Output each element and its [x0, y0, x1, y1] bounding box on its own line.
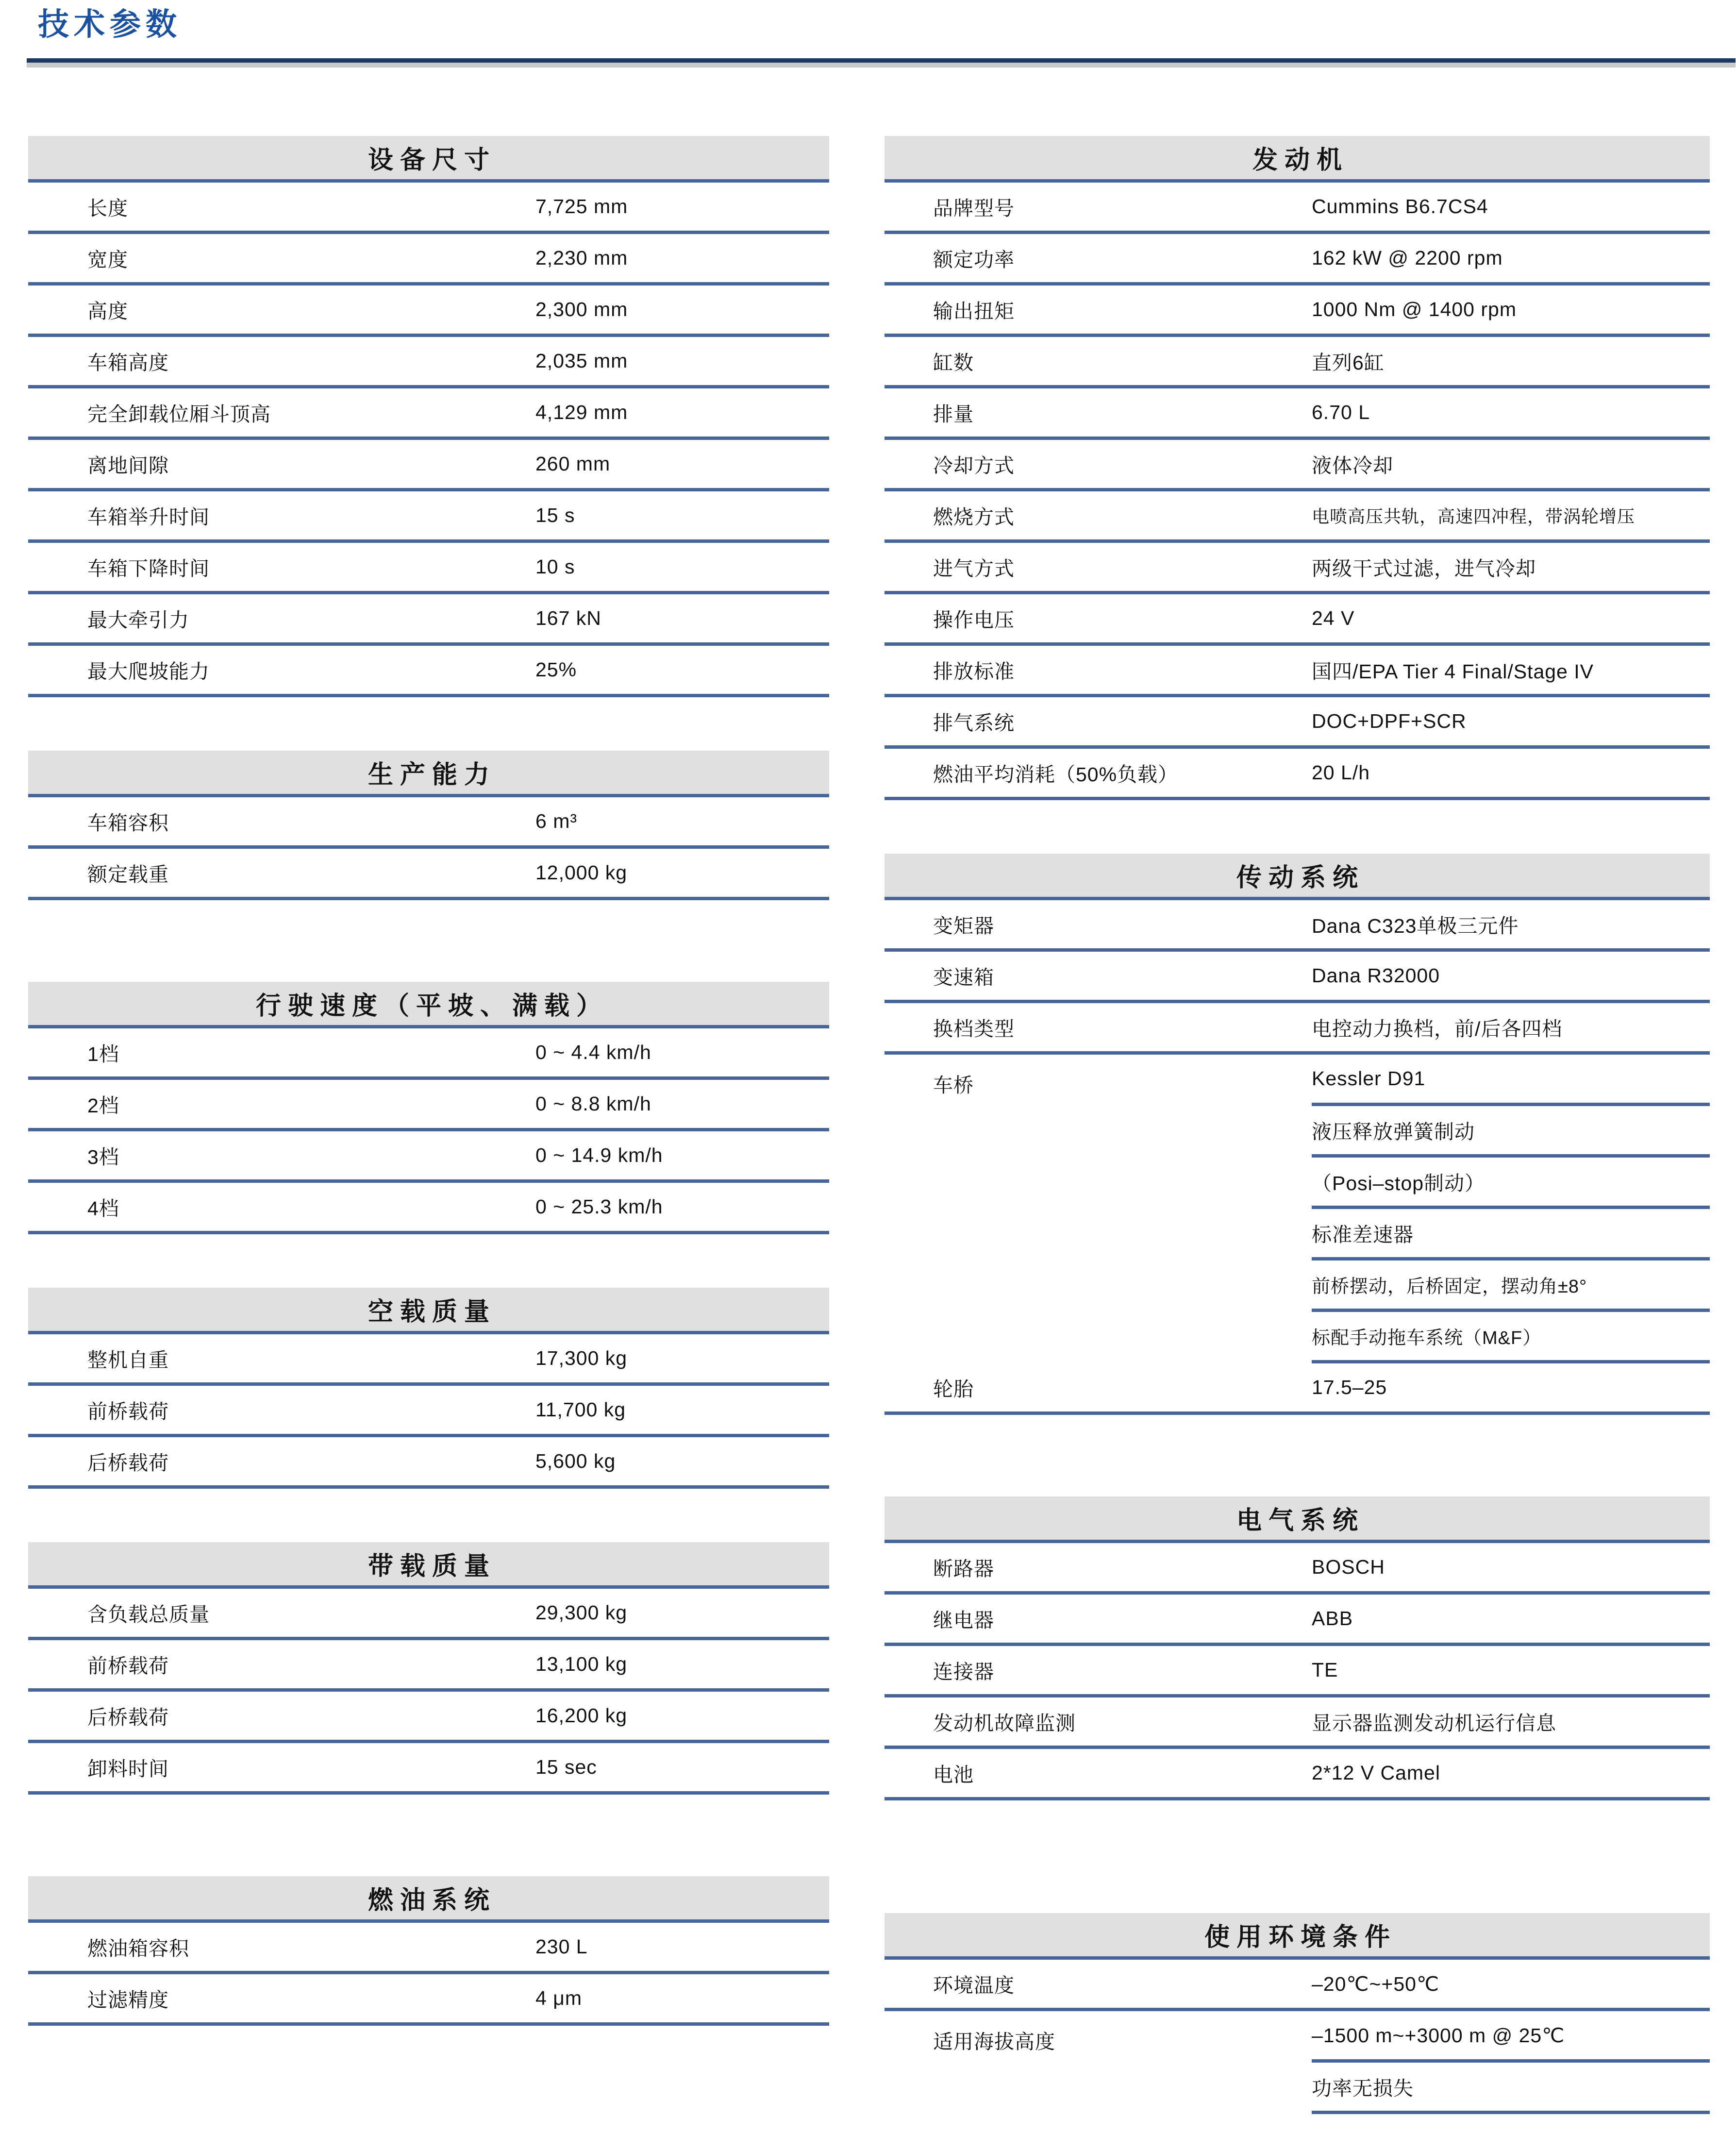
block-header-travel-speed	[28, 982, 829, 1028]
block-title: 发动机	[1252, 146, 1349, 174]
row-label: 车箱举升时间	[87, 506, 210, 528]
block-header-fuel-system	[28, 1876, 829, 1923]
table-row	[28, 1080, 829, 1131]
row-value: 液压释放弹簧制动	[1312, 1121, 1475, 1143]
title-rule-light	[27, 63, 1736, 67]
block-header-electrical-system	[885, 1496, 1710, 1543]
row-label: 品牌型号	[933, 197, 1015, 219]
right-column	[885, 136, 1710, 2114]
block-title: 电气系统	[1236, 1507, 1365, 1535]
table-row	[28, 440, 829, 491]
row-value: 162 kW @ 2200 rpm	[1312, 247, 1503, 269]
row-value: 0 ~ 4.4 km/h	[535, 1041, 651, 1063]
row-value: 29,300 kg	[535, 1601, 628, 1624]
table-row	[885, 646, 1710, 697]
table-row	[885, 337, 1710, 388]
row-label: 燃油平均消耗（50%负载）	[933, 763, 1179, 786]
block-title: 使用环境条件	[1204, 1923, 1397, 1951]
table-row-group-axle	[885, 1055, 1710, 1363]
row-value: TE	[1312, 1659, 1338, 1681]
row-label: 操作电压	[933, 609, 1015, 631]
row-value: 17.5–25	[1312, 1376, 1387, 1398]
table-subrow	[1312, 1106, 1710, 1158]
table-row	[28, 337, 829, 388]
row-label: 整机自重	[87, 1349, 169, 1371]
row-value: –1500 m~+3000 m @ 25℃	[1312, 2024, 1565, 2047]
row-value: 直列6缸	[1312, 352, 1385, 374]
block-header-operating-environment	[885, 1913, 1710, 1960]
table-row	[28, 1437, 829, 1489]
block-title: 带载质量	[367, 1552, 496, 1580]
row-label: 额定功率	[933, 249, 1015, 271]
row-value: 10 s	[535, 555, 575, 578]
block-engine	[885, 136, 1710, 800]
table-row	[28, 1131, 829, 1183]
table-row	[885, 234, 1710, 286]
row-label: 换档类型	[933, 1018, 1015, 1040]
table-subrow	[1312, 1055, 1710, 1106]
row-label: 完全卸载位厢斗顶高	[87, 403, 271, 425]
table-row	[28, 491, 829, 543]
table-row	[28, 646, 829, 697]
block-header-equipment-dimensions	[28, 136, 829, 183]
table-row	[885, 388, 1710, 440]
row-value: ABB	[1312, 1607, 1353, 1630]
block-production-capacity	[28, 751, 829, 900]
row-value: Dana C323单极三元件	[1312, 915, 1519, 937]
block-title: 行驶速度（平坡、满载）	[255, 992, 608, 1020]
row-label: 适用海拔高度	[933, 2031, 1055, 2053]
table-row	[28, 797, 829, 849]
block-header-transmission	[885, 854, 1710, 900]
block-loaded-mass	[28, 1542, 829, 1795]
row-value: 6 m³	[535, 810, 577, 832]
block-title: 空载质量	[367, 1298, 496, 1326]
row-label: 车桥	[933, 1074, 974, 1096]
table-row	[885, 1697, 1710, 1749]
table-subrow	[1312, 2011, 1710, 2063]
table-row	[885, 1960, 1710, 2011]
row-value: 15 sec	[535, 1756, 597, 1778]
row-label: 车箱容积	[87, 812, 169, 834]
row-value: –20℃~+50℃	[1312, 1972, 1439, 1995]
table-row	[28, 1028, 829, 1080]
block-spacer	[28, 900, 829, 982]
table-row	[885, 749, 1710, 800]
row-value: 功率无损失	[1312, 2077, 1414, 2100]
page-title: 技术参数	[38, 7, 182, 42]
row-value: 标准差速器	[1312, 1224, 1414, 1246]
row-value: 13,100 kg	[535, 1653, 628, 1675]
row-label: 4档	[87, 1197, 119, 1220]
row-value: 16,200 kg	[535, 1704, 628, 1727]
row-value: 2,230 mm	[535, 247, 628, 269]
block-header-engine	[885, 136, 1710, 183]
row-label: 含负载总质量	[87, 1603, 210, 1626]
row-label: 宽度	[87, 249, 128, 271]
block-empty-mass	[28, 1288, 829, 1489]
table-row	[28, 1923, 829, 1974]
block-header-loaded-mass	[28, 1542, 829, 1589]
table-row	[28, 286, 829, 337]
block-spacer	[885, 1800, 1710, 1913]
table-row	[885, 594, 1710, 646]
block-title: 设备尺寸	[367, 146, 496, 174]
block-transmission	[885, 854, 1710, 1415]
table-row	[885, 543, 1710, 594]
row-value: 0 ~ 25.3 km/h	[535, 1195, 663, 1218]
block-equipment-dimensions	[28, 136, 829, 697]
row-value: 20 L/h	[1312, 761, 1370, 784]
row-label: 排气系统	[933, 712, 1015, 734]
row-value: 液体冷却	[1312, 454, 1393, 477]
row-label: 发动机故障监测	[933, 1712, 1076, 1734]
table-row	[885, 952, 1710, 1003]
row-label: 输出扭矩	[933, 300, 1015, 322]
block-spacer	[28, 697, 829, 751]
table-subrow	[1312, 1158, 1710, 1209]
row-value: 两级干式过滤，进气冷却	[1312, 557, 1536, 580]
page-title-bar	[0, 0, 1736, 73]
row-label: 断路器	[933, 1558, 994, 1580]
table-row	[885, 1003, 1710, 1055]
table-row	[28, 1334, 829, 1386]
row-value: 前桥摆动，后桥固定，摆动角±8°	[1312, 1277, 1587, 1297]
row-label: 最大爬坡能力	[87, 660, 210, 683]
row-label: 2档	[87, 1094, 119, 1117]
row-value: Cummins B6.7CS4	[1312, 195, 1488, 218]
row-value: 2*12 V Camel	[1312, 1762, 1440, 1784]
row-value: 电喷高压共轨，高速四冲程，带涡轮增压	[1312, 506, 1636, 526]
row-value: Kessler D91	[1312, 1067, 1426, 1090]
row-value: 4 μm	[535, 1987, 582, 2009]
row-label: 额定载重	[87, 863, 169, 886]
table-row	[28, 183, 829, 234]
table-row	[885, 1646, 1710, 1697]
row-value: 17,300 kg	[535, 1347, 628, 1369]
table-row	[28, 849, 829, 900]
row-value: 260 mm	[535, 453, 611, 475]
table-row	[28, 594, 829, 646]
table-row	[885, 1749, 1710, 1800]
table-row	[885, 1363, 1710, 1415]
block-title: 燃油系统	[367, 1886, 496, 1915]
row-value: 230 L	[535, 1935, 588, 1958]
row-label: 3档	[87, 1146, 119, 1168]
block-spacer	[28, 1795, 829, 1876]
row-label: 电池	[933, 1764, 974, 1786]
group-values	[1312, 2011, 1710, 2114]
group-values	[1312, 1055, 1710, 1363]
row-label: 环境温度	[933, 1974, 1015, 1997]
row-value: 5,600 kg	[535, 1450, 616, 1472]
table-row	[885, 900, 1710, 952]
row-value: 7,725 mm	[535, 195, 628, 218]
row-value: 显示器监测发动机运行信息	[1312, 1712, 1556, 1734]
block-spacer	[28, 1489, 829, 1542]
row-label: 车箱高度	[87, 352, 169, 374]
row-label: 进气方式	[933, 557, 1015, 580]
table-row	[28, 388, 829, 440]
title-rule-dark	[27, 58, 1736, 63]
row-label: 卸料时间	[87, 1758, 169, 1780]
block-spacer	[885, 1415, 1710, 1496]
row-value: 6.70 L	[1312, 401, 1370, 423]
block-spacer	[28, 1234, 829, 1288]
row-label: 冷却方式	[933, 454, 1015, 477]
row-label: 后桥载荷	[87, 1452, 169, 1474]
table-row	[28, 1589, 829, 1640]
row-label: 连接器	[933, 1661, 994, 1683]
row-label: 排量	[933, 403, 974, 425]
row-value: 0 ~ 14.9 km/h	[535, 1144, 663, 1166]
row-value: BOSCH	[1312, 1556, 1385, 1578]
row-label: 燃油箱容积	[87, 1937, 189, 1960]
block-operating-environment	[885, 1913, 1710, 2114]
block-title: 生产能力	[367, 761, 496, 789]
row-label: 变速箱	[933, 966, 994, 989]
row-label: 1档	[87, 1043, 119, 1065]
table-row-group-altitude	[885, 2011, 1710, 2114]
row-value: 11,700 kg	[535, 1398, 626, 1421]
table-row	[28, 1386, 829, 1437]
left-column	[28, 136, 829, 2026]
row-label: 最大牵引力	[87, 609, 189, 631]
row-label: 过滤精度	[87, 1989, 169, 2011]
table-row	[885, 440, 1710, 491]
row-label: 车箱下降时间	[87, 557, 210, 580]
table-row	[28, 1743, 829, 1795]
row-label: 前桥载荷	[87, 1655, 169, 1677]
block-header-empty-mass	[28, 1288, 829, 1334]
table-row	[28, 234, 829, 286]
row-label: 缸数	[933, 352, 974, 374]
block-spacer	[885, 800, 1710, 854]
row-value: 15 s	[535, 504, 575, 526]
table-row	[885, 1595, 1710, 1646]
block-electrical-system	[885, 1496, 1710, 1800]
row-value: 国四/EPA Tier 4 Final/Stage IV	[1312, 660, 1594, 683]
block-travel-speed	[28, 982, 829, 1234]
table-row	[28, 1640, 829, 1692]
row-value: 标配手动拖车系统（M&F）	[1312, 1328, 1542, 1348]
row-value: 25%	[535, 658, 577, 681]
block-fuel-system	[28, 1876, 829, 2026]
row-value: DOC+DPF+SCR	[1312, 710, 1467, 732]
row-value: 24 V	[1312, 607, 1355, 629]
group-label-cell	[885, 1055, 1312, 1363]
row-label: 高度	[87, 300, 128, 322]
row-label: 排放标准	[933, 660, 1015, 683]
row-value: （Posi–stop制动）	[1312, 1172, 1486, 1194]
table-row	[885, 491, 1710, 543]
row-label: 离地间隙	[87, 454, 169, 477]
row-value: 2,035 mm	[535, 350, 628, 372]
table-row	[885, 697, 1710, 749]
row-label: 轮胎	[933, 1378, 974, 1400]
table-row	[28, 1692, 829, 1743]
group-label-cell	[885, 2011, 1312, 2114]
row-label: 长度	[87, 197, 128, 219]
row-value: 167 kN	[535, 607, 601, 629]
row-value: Dana R32000	[1312, 964, 1440, 987]
row-value: 12,000 kg	[535, 861, 628, 884]
table-subrow	[1312, 1312, 1710, 1363]
row-value: 2,300 mm	[535, 298, 628, 320]
row-label: 继电器	[933, 1609, 994, 1631]
row-value: 0 ~ 8.8 km/h	[535, 1092, 651, 1115]
block-header-production-capacity	[28, 751, 829, 797]
row-value: 电控动力换档，前/后各四档	[1312, 1018, 1563, 1040]
table-row	[28, 1974, 829, 2026]
row-value: 1000 Nm @ 1400 rpm	[1312, 298, 1517, 320]
table-row	[28, 1183, 829, 1234]
table-row	[885, 1543, 1710, 1595]
row-label: 燃烧方式	[933, 506, 1015, 528]
table-row	[28, 543, 829, 594]
row-value: 4,129 mm	[535, 401, 628, 423]
table-subrow	[1312, 1209, 1710, 1260]
row-label: 前桥载荷	[87, 1400, 169, 1423]
block-title: 传动系统	[1236, 864, 1365, 892]
row-label: 后桥载荷	[87, 1706, 169, 1729]
table-row	[885, 183, 1710, 234]
table-row	[885, 286, 1710, 337]
table-subrow	[1312, 2063, 1710, 2114]
row-label: 变矩器	[933, 915, 994, 937]
table-subrow	[1312, 1260, 1710, 1312]
